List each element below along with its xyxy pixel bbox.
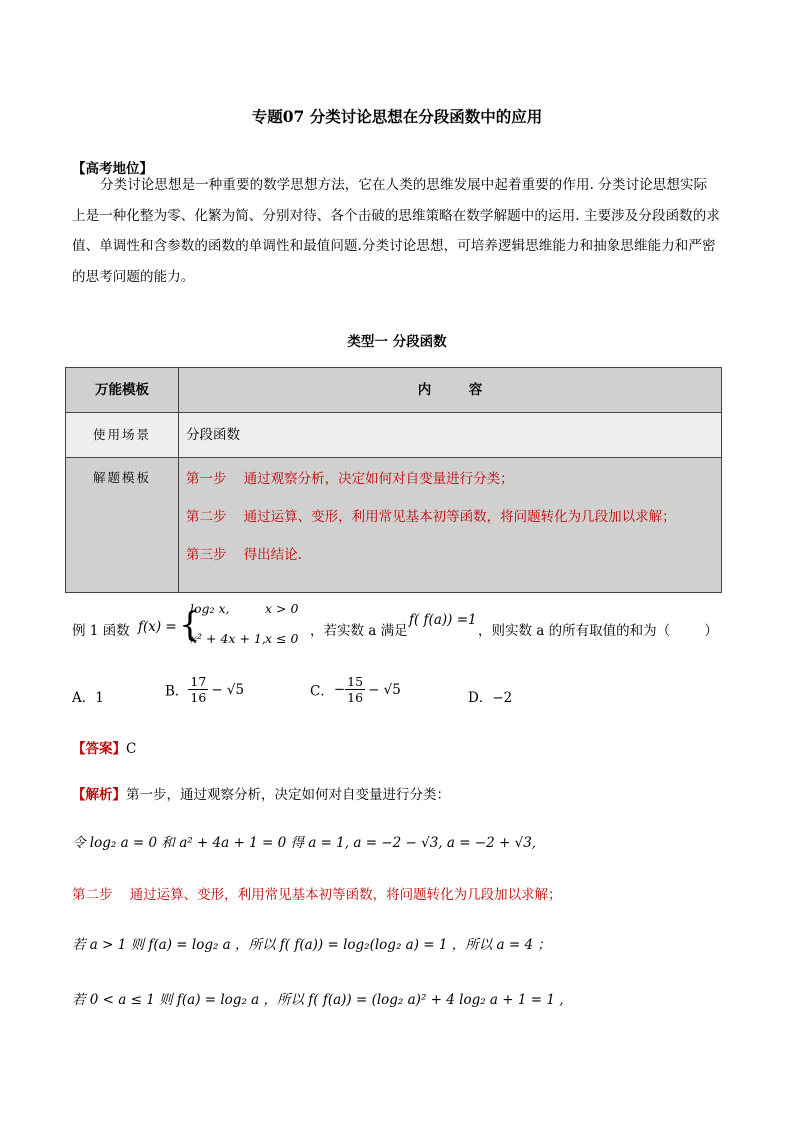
option-c-den: 16 (347, 690, 364, 705)
option-a (72, 686, 104, 706)
option-c-num: 15 (347, 674, 364, 689)
answer-line (72, 737, 136, 757)
type-heading: 类型一 分段函数 (347, 334, 447, 350)
example-mid-text: ，若实数 a 满足 (310, 623, 408, 639)
step-2: 第二步 通过运算、变形，利用常见基本初等函数，将问题转化为几段加以求解； (186, 509, 676, 525)
step-1: 第一步 通过观察分析，决定如何对自变量进行分类； (186, 471, 514, 487)
step-3: 第三步 得出结论. (186, 547, 302, 563)
template-label: 解题模板 (92, 470, 151, 485)
scene-label: 使用场景 (92, 427, 151, 442)
table-row-steps (66, 458, 722, 593)
option-a-text: 1 (95, 690, 104, 706)
case2-cond: x ≤ 0 (265, 631, 299, 646)
option-b-num: 17 (190, 674, 207, 689)
answer-value: C (126, 741, 137, 757)
option-b-suffix: − √5 (211, 681, 245, 698)
header-template-label: 万能模板 (95, 382, 149, 398)
template-table (65, 367, 722, 593)
solution-case-a-gt-1: 若 a > 1 则 f(a) = log₂ a ，所以 f( f(a)) = log₂(log₂ a) = 1 ，所以 a = 4 ； (72, 937, 551, 953)
option-d (468, 686, 512, 706)
option-b-fraction (188, 674, 208, 705)
example-lead: 例 1 函数 (72, 623, 130, 639)
case2-expr: x² + 4x + 1, (190, 631, 266, 646)
case1-cond: x > 0 (265, 601, 299, 616)
scene-value: 分段函数 (186, 427, 240, 443)
case1-expr: log₂ x, (190, 601, 230, 616)
option-c (310, 674, 401, 705)
section-heading: 【高考地位】 (72, 161, 153, 177)
solution-case-a-le-1: 若 0 < a ≤ 1 则 f(a) = log₂ a ，所以 f( f(a)) = (log₂ a)² + 4 log₂ a + 1 = 1 , (72, 992, 564, 1008)
answer-tag: 【答案】 (72, 741, 126, 757)
solution-roots-line: 令 log₂ a = 0 和 a² + 4a + 1 = 0 得 a = 1, a = −2 − √3, a = −2 + √3, (72, 835, 537, 851)
analysis-text: 第一步，通过观察分析，决定如何对自变量进行分类： (126, 787, 450, 803)
option-a-label: A． (72, 690, 96, 706)
solution-step2-line: 第二步 通过运算、变形，利用常见基本初等函数，将问题转化为几段加以求解； (72, 887, 562, 903)
analysis-line (72, 783, 450, 803)
option-d-label: D． (468, 690, 493, 706)
header-content-label: 内 容 (417, 382, 483, 398)
table-header-row (66, 368, 722, 413)
option-b-label: B． (165, 683, 189, 700)
option-c-label: C． (310, 683, 334, 700)
piecewise-brace: { (179, 605, 201, 645)
intro-paragraph: 分类讨论思想是一种重要的数学思想方法，它在人类的思维发展中起着重要的作用. 分类讨论思想实际上是一种化整为零、化繁为简、分别对待、各个击破的思维策略在数学解题中的运用. 主要涉及分段函数的求值、单调性和含参数的函数的单调性和最值问题.分类讨论思想，可培养逻辑思维能力和抽象思维能力和严密的思考问题的能力。 (72, 177, 720, 285)
table-row-scene (66, 413, 722, 458)
analysis-tag: 【解析】 (72, 787, 126, 803)
option-b-den: 16 (190, 690, 207, 705)
example-func-name: f(x) = (138, 619, 177, 635)
option-c-suffix: − √5 (368, 681, 401, 698)
page-title: 专题07 分类讨论思想在分段函数中的应用 (251, 107, 543, 126)
example-condition: f( f(a)) =1 (409, 612, 477, 628)
option-d-text: −2 (492, 690, 513, 706)
option-c-fraction (345, 674, 365, 705)
example-tail-text: ，则实数 a 的所有取值的和为（ ） (478, 623, 718, 639)
option-b (165, 674, 244, 705)
option-c-prefix: − (333, 681, 346, 698)
